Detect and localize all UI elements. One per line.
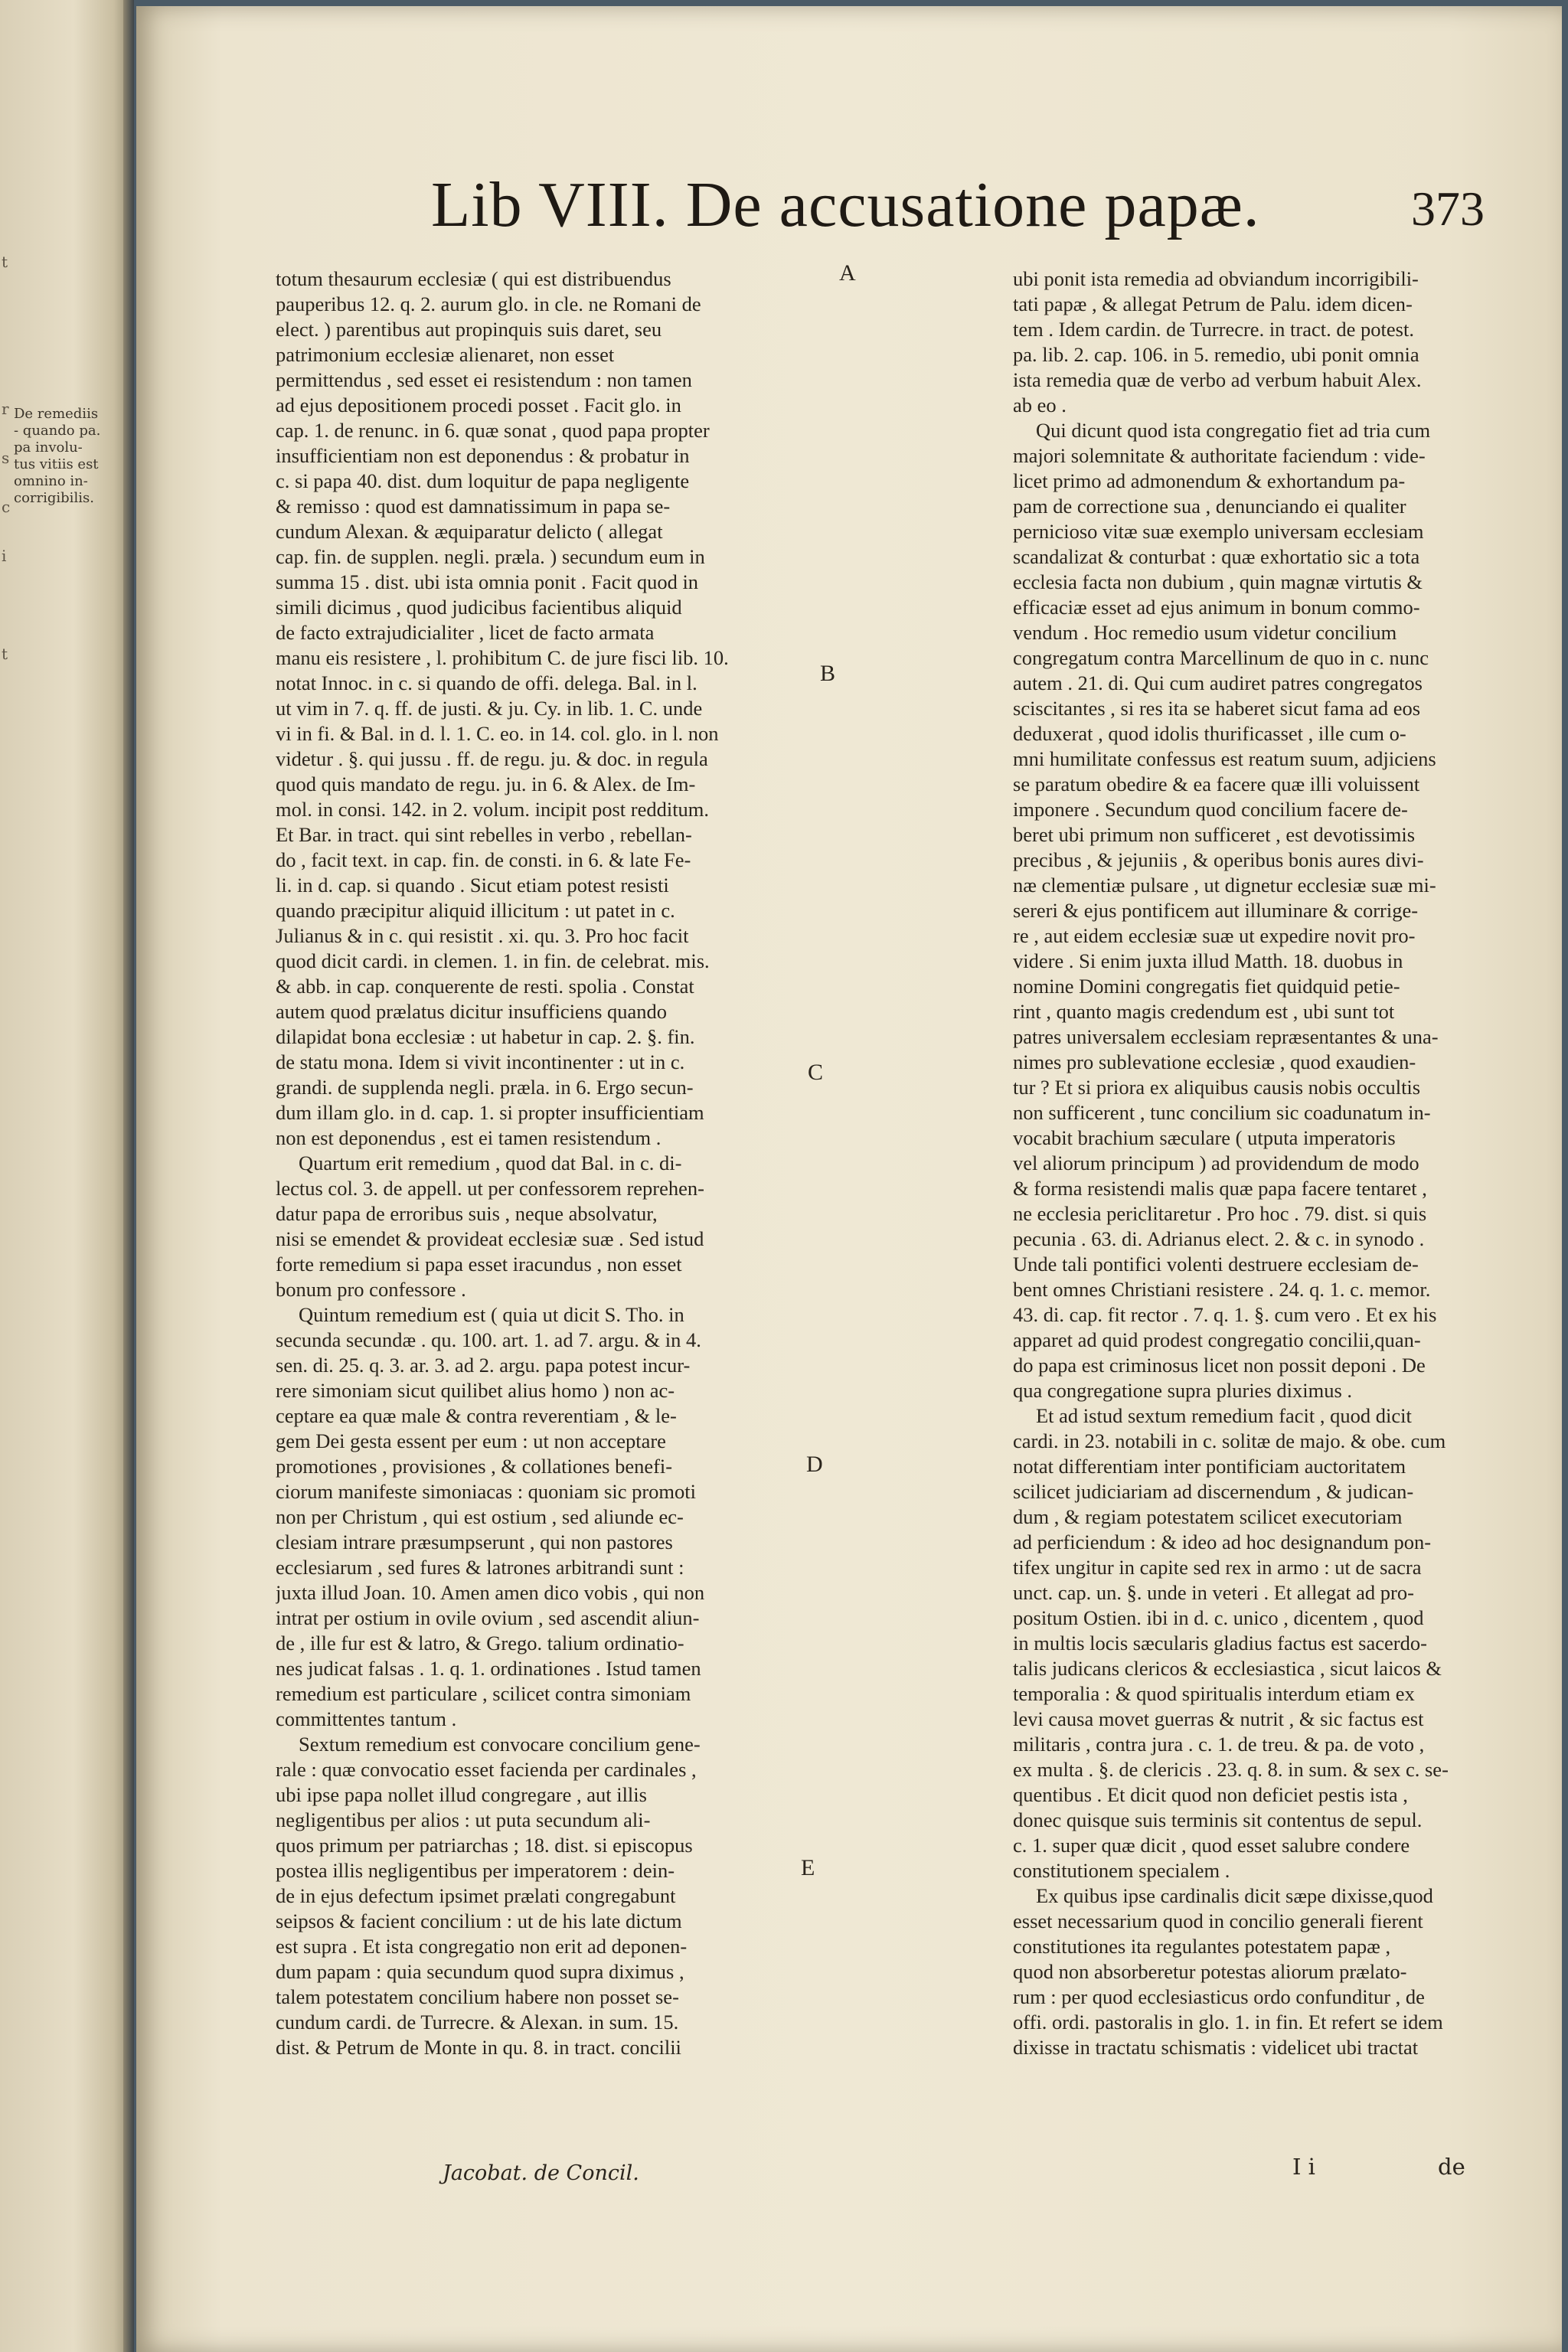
text-line: cap. 1. de renunc. in 6. quæ sonat , quod papa propter <box>276 419 710 442</box>
text-line: notat Innoc. in c. si quando de offi. delega. Bal. in l. <box>276 671 697 694</box>
text-line: dum papam : quia secundum quod supra diximus , <box>276 1960 684 1983</box>
text-line: ciorum manifeste simoniacas : quoniam sic promoti <box>276 1480 697 1503</box>
text-line: cardi. in 23. notabili in c. solitæ de majo. & obe. cum <box>1013 1429 1446 1452</box>
text-line: permittendus , sed esset ei resistendum : non tamen <box>276 368 692 391</box>
left-margin-fragments <box>2 253 24 841</box>
text-line: ad ejus depositionem procedi posset . Facit glo. in <box>276 394 681 416</box>
text-line: rint , quanto magis credendum est , ubi sunt tot <box>1013 1000 1395 1023</box>
text-line: quentibus . Et dicit quod non deficiet pestis ista , <box>1013 1783 1408 1806</box>
text-line: dist. & Petrum de Monte in qu. 8. in tract. concilii <box>276 2036 681 2059</box>
text-line: & forma resistendi malis quæ papa facere tentaret , <box>1013 1177 1427 1200</box>
text-line: patrimonium ecclesiæ alienaret, non esset <box>276 343 615 366</box>
text-line: vi in fi. & Bal. in d. l. 1. C. eo. in 14. col. glo. in l. non <box>276 722 719 745</box>
text-line: scandalizat & conturbat : quæ exhortatio sic a tota <box>1013 545 1420 568</box>
text-line: deduxerat , quod idolis thurificasset , ille cum o- <box>1013 722 1406 745</box>
book-gutter <box>123 0 134 2352</box>
text-line: congregatum contra Marcellinum de quo in c. nunc <box>1013 646 1429 669</box>
text-line: cap. fin. de supplen. negli. præla. ) secundum eum in <box>276 545 705 568</box>
margin-fragment: r <box>2 400 9 418</box>
text-line: Sextum remedium est convocare concilium gene- <box>299 1733 701 1756</box>
text-line: se paratum obedire & ea facere quæ illi voluissent <box>1013 773 1420 795</box>
text-line: temporalia : & quod spiritualis interdum etiam ex <box>1013 1682 1415 1705</box>
text-line: bonum pro confessore . <box>276 1278 466 1301</box>
margin-note-line: De remediis <box>14 406 99 422</box>
text-line: mol. in consi. 142. in 2. volum. incipit post redditum. <box>276 798 710 821</box>
text-line: dum illam glo. in d. cap. 1. si propter insufficientiam <box>276 1101 704 1124</box>
text-line: ad perficiendum : & ideo ad hoc designandum pon- <box>1013 1530 1432 1553</box>
text-line: ubi ponit ista remedia ad obviandum incorrigibili- <box>1013 267 1419 290</box>
text-line: clesiam intrare præsumpserunt , qui non pastores <box>276 1530 673 1553</box>
text-line: notat differentiam inter pontificiam auctoritatem <box>1013 1455 1406 1478</box>
text-line: pecunia . 63. di. Adrianus elect. 2. & c. in synodo . <box>1013 1227 1425 1250</box>
text-line: Et Bar. in tract. qui sint rebelles in verbo , rebellan- <box>276 823 692 846</box>
text-line: patres universalem ecclesiam repræsentantes & una- <box>1013 1025 1439 1048</box>
text-line: beret ubi primum non sufficeret , est devotissimis <box>1013 823 1416 846</box>
text-line: insufficientiam non est deponendus : & probatur in <box>276 444 690 467</box>
text-line: mni humilitate confessus est reatum suum, adjiciens <box>1013 747 1436 770</box>
margin-fragment <box>2 351 24 400</box>
text-line: summa 15 . dist. ubi ista omnia ponit . Facit quod in <box>276 570 699 593</box>
text-line: 43. di. cap. fit rector . 7. q. 1. §. cum vero . Et ex his <box>1013 1303 1437 1326</box>
text-line: pauperibus 12. q. 2. aurum glo. in cle. ne Romani de <box>276 292 701 315</box>
text-line: militaris , contra jura . c. 1. de treu. & pa. de voto , <box>1013 1733 1425 1756</box>
text-line: dum , & regiam potestatem scilicet executoriam <box>1013 1505 1403 1528</box>
text-line: dilapidat bona ecclesiæ : ut habetur in cap. 2. §. fin. <box>276 1025 695 1048</box>
text-line: negligentibus per alios : ut puta secundum ali- <box>276 1808 651 1831</box>
section-marker-a: A <box>839 260 856 286</box>
text-line: quod quis mandato de regu. ju. in 6. & Alex. de Im- <box>276 773 696 795</box>
text-line: ecclesia facta non dubium , quin magnæ virtutis & <box>1013 570 1423 593</box>
text-line: autem quod prælatus dicitur insufficiens quando <box>276 1000 668 1023</box>
text-line: vendum . Hoc remedio usum videtur concilium <box>1013 621 1397 644</box>
text-line: ceptare ea quæ male & contra reverentiam , & le- <box>276 1404 677 1427</box>
margin-note-line: omnino in- <box>14 473 88 489</box>
left-text-column <box>276 266 961 2060</box>
text-line: offi. ordi. pastoralis in glo. 1. in fin. Et refert se idem <box>1013 2011 1443 2034</box>
text-line: cundum cardi. de Turrecre. & Alexan. in sum. 15. <box>276 2011 679 2034</box>
text-line: videre . Si enim juxta illud Matth. 18. duobus in <box>1013 949 1403 972</box>
text-line: talem potestatem concilium habere non posset se- <box>276 1985 679 2008</box>
page-header <box>431 167 1564 259</box>
margin-fragment <box>2 302 24 351</box>
text-line: pam de correctione sua , denunciando ei qualiter <box>1013 495 1406 518</box>
margin-fragment: t <box>2 253 8 271</box>
text-line: ecclesiarum , sed fures & latrones arbitrandi sunt : <box>276 1556 684 1579</box>
left-column-last-line: Jacobat. de Concil. <box>443 2161 639 2185</box>
text-line: secunda secundæ . qu. 100. art. 1. ad 7. argu. & in 4. <box>276 1328 701 1351</box>
margin-fragment: t <box>2 645 8 663</box>
margin-fragment <box>2 792 24 841</box>
text-line: næ clementiæ pulsare , ut dignetur ecclesiæ suæ mi- <box>1013 874 1436 897</box>
text-line: manu eis resistere , l. prohibitum C. de jure fisci lib. 10. <box>276 646 729 669</box>
text-line: de statu mona. Idem si vivit incontinenter : ut in c. <box>276 1050 685 1073</box>
text-line: & remisso : quod est damnatissimum in papa se- <box>276 495 671 518</box>
text-line: quos primum per patriarchas ; 18. dist. si episcopus <box>276 1834 693 1857</box>
text-line: pernicioso vitæ suæ exemplo universam ecclesiam <box>1013 520 1424 543</box>
text-line: gem Dei gesta essent per eum : ut non acceptare <box>276 1429 666 1452</box>
text-line: ab eo . <box>1013 394 1067 416</box>
text-line: juxta illud Joan. 10. Amen amen dico vobis , qui non <box>276 1581 705 1604</box>
text-line: rale : quæ convocatio esset facienda per cardinales , <box>276 1758 697 1781</box>
text-line: nomine Domini congregatis fiet quidquid petie- <box>1013 975 1400 998</box>
text-line: donec quisque suis terminis sit contentus de sepul. <box>1013 1808 1423 1831</box>
text-line: do papa est criminosus licet non possit deponi . De <box>1013 1354 1426 1377</box>
book-page <box>136 6 1562 2352</box>
text-line: rum : per quod ecclesiasticus ordo confunditur , de <box>1013 1985 1425 2008</box>
margin-fragment: s <box>2 449 10 467</box>
text-line: quod non absorberetur potestas aliorum prælato- <box>1013 1960 1407 1983</box>
text-line: precibus , & jejuniis , & operibus bonis aures divi- <box>1013 848 1424 871</box>
text-line: tem . Idem cardin. de Turrecre. in tract. de potest. <box>1013 318 1414 341</box>
margin-note-line: pa involu- <box>14 439 83 456</box>
text-line: constitutiones ita regulantes potestatem papæ , <box>1013 1935 1391 1958</box>
text-line: c. si papa 40. dist. dum loquitur de papa negligente <box>276 469 690 492</box>
text-line: committentes tantum . <box>276 1707 457 1730</box>
section-marker-d: D <box>806 1452 823 1477</box>
left-facing-page-edge <box>0 0 134 2352</box>
text-line: efficaciæ esset ad ejus animum in bonum commo- <box>1013 596 1420 619</box>
text-line: apparet ad quid prodest congregatio concilii,quan- <box>1013 1328 1421 1351</box>
margin-fragment <box>2 743 24 792</box>
left-margin-note <box>14 406 121 507</box>
section-marker-c: C <box>808 1060 824 1085</box>
text-line: talis judicans clericos & ecclesiastica , sicut laicos & <box>1013 1657 1442 1680</box>
margin-fragment: c <box>2 498 11 516</box>
margin-note-line: tus vitiis est <box>14 456 99 472</box>
margin-fragment <box>2 596 24 645</box>
text-line: sciscitantes , si res ita se haberet sicut fama ad eos <box>1013 697 1421 720</box>
text-line: non sufficerent , tunc concilium sic coadunatum in- <box>1013 1101 1431 1124</box>
catchword: de <box>1438 2154 1465 2180</box>
text-line: majori solemnitate & authoritate faciendum : vide- <box>1013 444 1426 467</box>
text-line: ut vim in 7. q. ff. de justi. & ju. Cy. in lib. 1. C. unde <box>276 697 703 720</box>
text-line: ex multa . §. de clericis . 23. q. 8. in sum. & sex c. se- <box>1013 1758 1449 1781</box>
text-line: scilicet judiciariam ad discernendum , & judican- <box>1013 1480 1414 1503</box>
text-line: sereri & ejus pontificem aut illuminare & corrige- <box>1013 899 1419 922</box>
margin-fragment: i <box>2 547 7 565</box>
text-line: vocabit brachium sæculare ( utputa imperatoris <box>1013 1126 1396 1149</box>
text-line: autem . 21. di. Qui cum audiret patres congregatos <box>1013 671 1423 694</box>
text-line: seipsos & facient concilium : ut de his late dictum <box>276 1909 682 1932</box>
text-line: Qui dicunt quod ista congregatio fiet ad tria cum <box>1036 419 1431 442</box>
text-line: dixisse in tractatu schismatis : videlicet ubi tractat <box>1013 2036 1419 2059</box>
text-line: nimes pro sublevatione ecclesiæ , quod exaudien- <box>1013 1050 1416 1073</box>
section-marker-b: B <box>820 661 836 686</box>
text-line: Unde tali pontifici volenti destruere ecclesiam de- <box>1013 1253 1419 1276</box>
text-line: quando præcipitur aliquid illicitum : ut patet in c. <box>276 899 675 922</box>
text-line: licet primo ad admonendum & exhortandum pa- <box>1013 469 1406 492</box>
text-line: totum thesaurum ecclesiæ ( qui est distribuendus <box>276 267 671 290</box>
text-line: li. in d. cap. si quando . Sicut etiam potest resisti <box>276 874 669 897</box>
text-line: tati papæ , & allegat Petrum de Palu. idem dicen- <box>1013 292 1413 315</box>
text-line: simili dicimus , quod judicibus facientibus aliquid <box>276 596 682 619</box>
text-line: non est deponendus , est ei tamen resistendum . <box>276 1126 662 1149</box>
text-line: tur ? Et si priora ex aliquibus causis nobis occultis <box>1013 1076 1421 1099</box>
text-line: in multis locis sæcularis gladius factus est sacerdo- <box>1013 1632 1427 1655</box>
text-line: & abb. in cap. conquerente de resti. spolia . Constat <box>276 975 694 998</box>
text-line: est supra . Et ista congregatio non erit ad deponen- <box>276 1935 688 1958</box>
text-line: bent omnes Christiani resistere . 24. q. 1. c. memor. <box>1013 1278 1431 1301</box>
text-line: forte remedium si papa esset iracundus , non esset <box>276 1253 682 1276</box>
text-line: vel aliorum principum ) ad providendum de modo <box>1013 1152 1419 1174</box>
text-line: constitutionem specialem . <box>1013 1859 1230 1882</box>
text-line: de in ejus defectum ipsimet prælati congregabunt <box>276 1884 676 1907</box>
signature-mark: I i <box>1292 2154 1315 2180</box>
text-line: de facto extrajudicialiter , licet de facto armata <box>276 621 655 644</box>
text-line: ubi ipse papa nollet illud congregare , aut illis <box>276 1783 647 1806</box>
text-line: Et ad istud sextum remedium facit , quod dicit <box>1036 1404 1412 1427</box>
text-line: cundum Alexan. & æquiparatur delicto ( allegat <box>276 520 663 543</box>
text-line: qua congregatione supra pluries diximus . <box>1013 1379 1353 1402</box>
text-line: pa. lib. 2. cap. 106. in 5. remedio, ubi ponit omnia <box>1013 343 1419 366</box>
text-line: esset necessarium quod in concilio generali fierent <box>1013 1909 1423 1932</box>
text-line: unct. cap. un. §. unde in veteri . Et allegat ad pro- <box>1013 1581 1414 1604</box>
text-line: grandi. de supplenda negli. præla. in 6. Ergo secun- <box>276 1076 694 1099</box>
text-line: ne ecclesia periclitaretur . Pro hoc . 79. dist. si quis <box>1013 1202 1427 1225</box>
text-line: do , facit text. in cap. fin. de consti. in 6. & late Fe- <box>276 848 691 871</box>
text-line: Quintum remedium est ( quia ut dicit S. Tho. in <box>299 1303 684 1326</box>
text-line: remedium est particulare , scilicet contra simoniam <box>276 1682 691 1705</box>
running-title: Lib VIII. De accusatione papæ. <box>431 169 1260 240</box>
text-line: positum Ostien. ibi in d. c. unico , dicentem , quod <box>1013 1606 1424 1629</box>
section-marker-e: E <box>801 1855 815 1880</box>
text-line: nisi se emendet & provideat ecclesiæ suæ . Sed istud <box>276 1227 704 1250</box>
text-line: de , ille fur est & latro, & Grego. talium ordinatio- <box>276 1632 684 1655</box>
page-number: 373 <box>1411 181 1485 236</box>
text-line: lectus col. 3. de appell. ut per confessorem reprehen- <box>276 1177 704 1200</box>
text-line: videtur . §. qui jussu . ff. de regu. ju. & doc. in regula <box>276 747 708 770</box>
text-line: Julianus & in c. qui resistit . xi. qu. 3. Pro hoc facit <box>276 924 689 947</box>
text-line: c. 1. super quæ dicit , quod esset salubre condere <box>1013 1834 1410 1857</box>
text-line: sen. di. 25. q. 3. ar. 3. ad 2. argu. papa potest incur- <box>276 1354 691 1377</box>
text-line: levi causa movet guerras & nutrit , & sic factus est <box>1013 1707 1424 1730</box>
text-line: datur papa de erroribus suis , neque absolvatur, <box>276 1202 658 1225</box>
text-line: Quartum erit remedium , quod dat Bal. in c. di- <box>299 1152 682 1174</box>
text-line: intrat per ostium in ovile ovium , sed ascendit aliun- <box>276 1606 700 1629</box>
text-line: rere simoniam sicut quilibet alius homo ) non ac- <box>276 1379 675 1402</box>
text-line: quod dicit cardi. in clemen. 1. in fin. de celebrat. mis. <box>276 949 710 972</box>
text-line: re , aut eidem ecclesiæ suæ ut expedire novit pro- <box>1013 924 1416 947</box>
margin-note-line: - quando pa. <box>14 423 101 439</box>
text-line: tifex ungitur in capite sed rex in armo : ut de sacra <box>1013 1556 1422 1579</box>
text-line: ista remedia quæ de verbo ad verbum habuit Alex. <box>1013 368 1422 391</box>
text-line: promotiones , provisiones , & collationes benefi- <box>276 1455 673 1478</box>
text-line: elect. ) parentibus aut propinquis suis daret, seu <box>276 318 662 341</box>
text-line: nes judicat falsas . 1. q. 1. ordinationes . Istud tamen <box>276 1657 701 1680</box>
text-line: imponere . Secundum quod concilium facere de- <box>1013 798 1408 821</box>
margin-note-line: corrigibilis. <box>14 490 94 506</box>
text-line: Ex quibus ipse cardinalis dicit sæpe dixisse,quod <box>1036 1884 1433 1907</box>
text-line: postea illis negligentibus per imperatorem : dein- <box>276 1859 675 1882</box>
margin-fragment <box>2 694 24 743</box>
text-line: non per Christum , qui est ostium , sed aliunde ec- <box>276 1505 684 1528</box>
right-text-column <box>1013 266 1568 2060</box>
